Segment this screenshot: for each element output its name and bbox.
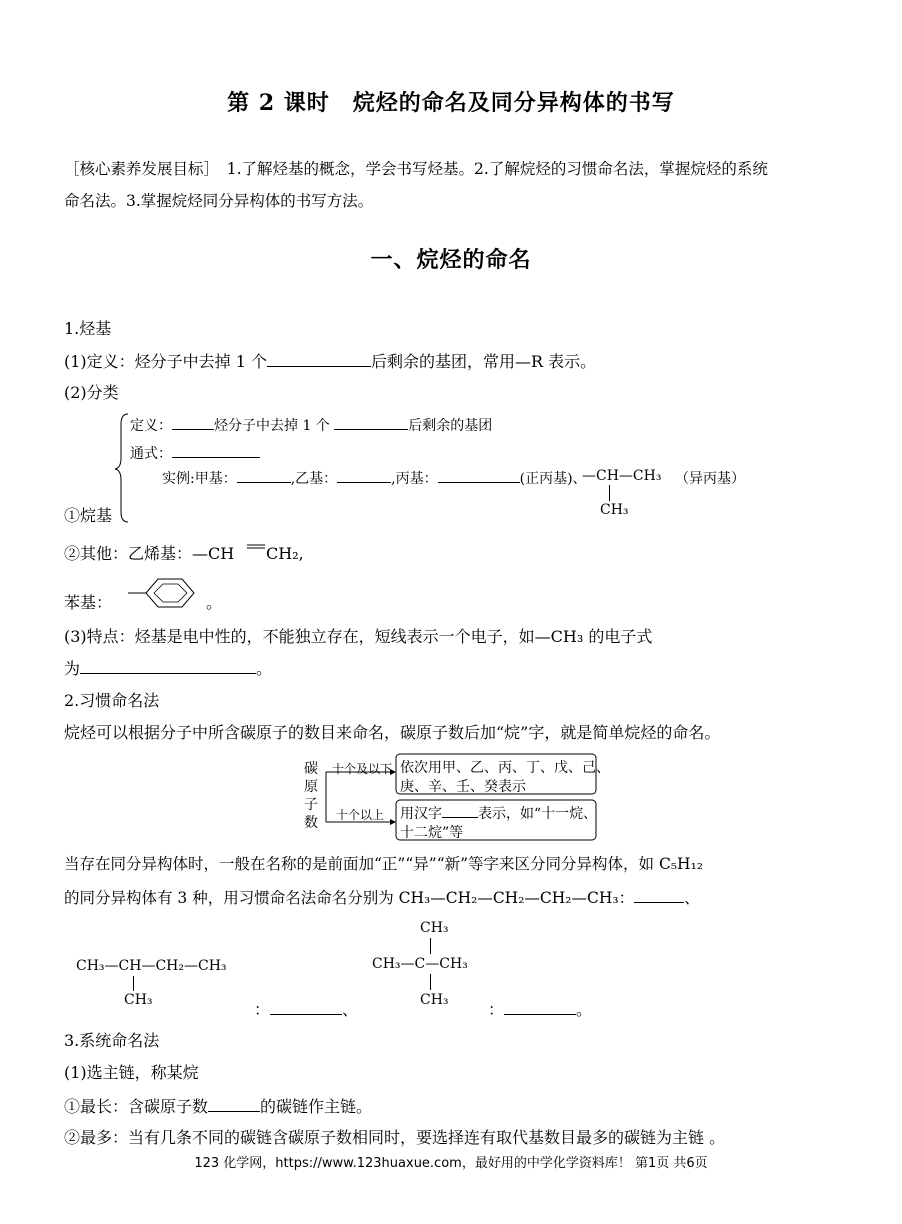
brace-def-suffix: 后剩余的基团: [408, 418, 493, 434]
brace-example: [162, 468, 587, 488]
heading-hydrocarbyl: 1.烃基: [64, 319, 112, 338]
benzene-ring-icon: [128, 577, 204, 611]
answer-blank[interactable]: [172, 415, 214, 430]
branch-more-than-ten: 十个以上: [336, 808, 385, 822]
vinyl-prefix: ②其他：乙烯基：—CH: [64, 544, 235, 563]
neopentane-top: CH₃: [420, 920, 449, 936]
answer-blank[interactable]: [208, 1095, 260, 1112]
feature-end: 。: [256, 659, 273, 678]
neopentane-bond-bottom: [430, 974, 431, 990]
isomer-line-1: 当存在同分异构体时，一般在名称的是前面加“正”“异”“新”等字来区分同分异构体，如 C₅H₁₂: [64, 855, 703, 873]
longest-prefix: ①最长：含碳原子数: [64, 1097, 209, 1116]
answer-blank[interactable]: [634, 886, 684, 903]
feature-for: 为: [64, 659, 81, 678]
answer-blank[interactable]: [267, 350, 371, 367]
page-footer: 123 化学网，https://www.123huaxue.com，最好用的中学化学资料库！ 第1页 共6页: [194, 1156, 708, 1171]
rule-longest: [64, 1095, 372, 1118]
isomer-answer-3: [488, 998, 592, 1021]
isopropyl-label: （异丙基）: [675, 471, 745, 487]
isopentane-branch: CH₃: [124, 992, 153, 1008]
isopropyl-bond: [609, 485, 610, 501]
answer-blank[interactable]: [334, 415, 408, 430]
neopentane-bottom: CH₃: [420, 992, 449, 1008]
vinyl-ch2: CH₂,: [266, 544, 304, 563]
answer-blank[interactable]: [270, 998, 342, 1015]
definition-prefix: (1)定义：烃分子中去掉 1 个: [64, 352, 268, 371]
longest-suffix: 的碳链作主链。: [260, 1097, 373, 1116]
answer-blank[interactable]: [442, 804, 478, 818]
double-bond-icon: [246, 543, 266, 551]
box1-line1: 依次用甲、乙、丙、丁、戊、己、: [400, 760, 610, 776]
heading-systematic: 3.系统命名法: [64, 1031, 160, 1050]
branch-ten-or-less: 十个及以下: [332, 762, 393, 776]
brace-formula: [130, 443, 260, 463]
example-propyl: ,丙基：: [391, 471, 438, 487]
label-char: 数: [304, 815, 318, 831]
isopropyl-branch: CH₃: [600, 502, 629, 518]
isomer-prefix: 的同分异构体有 3 种，用习惯命名法命名分别为 CH₃—CH₂—CH₂—CH₂—CH₃：: [64, 889, 635, 907]
rule-most: ②最多：当有几条不同的碳链含碳原子数相同时，要选择连有取代基数目最多的碳链为主链 。: [64, 1128, 726, 1147]
box2-line2: 十二烷”等: [400, 825, 464, 841]
label-char: 原: [304, 779, 318, 795]
step-select-chain: (1)选主链，称某烷: [64, 1063, 199, 1082]
feature-line: (3)特点：烃基是电中性的，不能独立存在，短线表示一个电子，如—CH₃ 的电子式: [64, 627, 653, 646]
answer-blank[interactable]: [438, 468, 520, 483]
heading-common-naming: 2.习惯命名法: [64, 691, 160, 710]
colon: ：: [488, 1000, 505, 1019]
common-naming-intro: 烷烃可以根据分子中所含碳原子的数目来命名，碳原子数后加“烷”字，就是简单烷烃的命名。: [64, 723, 721, 742]
neopentane-bond-top: [430, 938, 431, 954]
section-title: 一、烷烃的命名: [370, 247, 532, 273]
brace-def-prefix: 定义：: [130, 418, 172, 434]
goals-line-2: 命名法。3.掌握烷烃同分异构体的书写方法。: [64, 192, 374, 210]
isomer-line-2: [64, 886, 700, 909]
definition-line: [64, 350, 596, 373]
box2-line1: [400, 803, 597, 823]
colon: ：: [254, 1000, 271, 1019]
box1-line2: 庚、辛、壬、癸表示: [400, 779, 526, 795]
answer-blank[interactable]: [504, 998, 576, 1015]
feature-answer-line: [64, 657, 272, 680]
definition-suffix: 后剩余的基团，常用—R 表示。: [371, 352, 597, 371]
phenyl-label: 苯基：: [64, 593, 113, 612]
answer-blank[interactable]: [172, 443, 260, 458]
period: 。: [576, 1000, 593, 1019]
example-methyl: 实例:甲基：: [162, 471, 237, 487]
label-char: 碳: [304, 761, 318, 777]
example-ethyl: ,乙基：: [290, 471, 338, 487]
answer-blank[interactable]: [80, 657, 256, 674]
isopentane-main: CH₃—CH—CH₂—CH₃: [76, 958, 227, 974]
label-char: 子: [304, 797, 318, 813]
isomer-sep: 、: [684, 889, 700, 907]
alkyl-label: ①烷基: [64, 506, 113, 525]
goals-line-1: ［核心素养发展目标］ 1.了解烃基的概念，学会书写烃基。2.了解烷烃的习惯命名法，掌握烷烃的系统: [64, 160, 768, 178]
classify-heading: (2)分类: [64, 383, 119, 402]
neopentane-mid: CH₃—C—CH₃: [372, 956, 468, 972]
isopropyl-chain: —CH—CH₃: [582, 468, 662, 484]
isopentane-bond: [133, 976, 134, 991]
vinyl-line: [64, 543, 234, 565]
phenyl-end: 。: [206, 593, 223, 612]
brace-def-mid: 烃分子中去掉 1 个: [214, 418, 330, 434]
box2-suffix: 表示，如“十一烷、: [478, 806, 598, 822]
carbon-count-label: [304, 760, 320, 832]
page-title: 第 2 课时 烷烃的命名及同分异构体的书写: [227, 90, 675, 116]
example-n-propyl: (正丙基)、: [519, 471, 587, 487]
brace-icon: [112, 412, 132, 524]
answer-blank[interactable]: [237, 468, 291, 483]
brace-definition: [130, 415, 492, 435]
answer-blank[interactable]: [337, 468, 391, 483]
separator: 、: [342, 1000, 359, 1019]
isomer-answers-line: [254, 998, 358, 1021]
box2-prefix: 用汉字: [400, 806, 442, 822]
brace-formula-label: 通式：: [130, 446, 172, 462]
